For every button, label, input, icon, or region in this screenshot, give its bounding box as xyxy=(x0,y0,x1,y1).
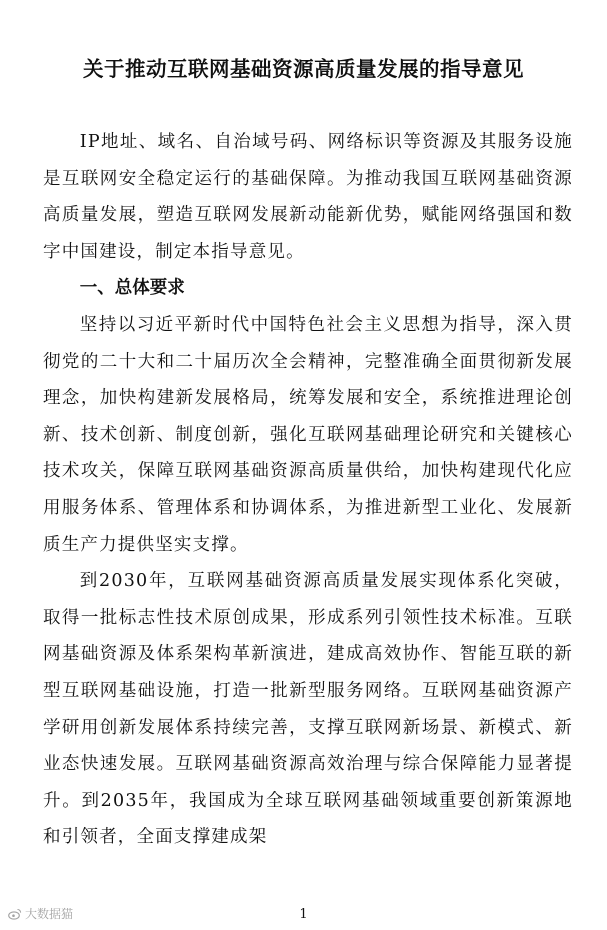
page-number: 1 xyxy=(299,907,308,922)
paragraph-1: 坚持以习近平新时代中国特色社会主义思想为指导，深入贯彻党的二十大和二十届历次全会精神，完整准确全面贯彻新发展理念，加快构建新发展格局，统筹发展和安全，系统推进理论创新、技术创新、制度创新，强化互联网基础理论研究和关键核心技术攻关，保障互联网基础资源高质量供给，加快构建现代化应用服务体系、管理体系和协调体系，为推进新型工业化、发展新质生产力提供坚实支撑。 xyxy=(43,314,573,555)
intro-paragraph: IP地址、域名、自治域号码、网络标识等资源及其服务设施是互联网安全稳定运行的基础保障。为推动我国互联网基础资源高质量发展，塑造互联网发展新动能新优势，赋能网络强国和数字中国建设，制定本指导意见。 xyxy=(43,132,573,262)
document-body xyxy=(43,124,573,856)
section-heading: 一、总体要求 xyxy=(79,278,185,299)
paragraph-2: 到2030年，互联网基础资源高质量发展实现体系化突破，取得一批标志性技术原创成果，形成系列引领性技术标准。互联网基础资源及体系架构革新演进，建成高效协作、智能互联的新型互联网基础设施，打造一批新型服务网络。互联网基础资源产学研用创新发展体系持续完善，支撑互联网新场景、新模式、新业态快速发展。互联网基础资源高效治理与综合保障能力显著提升。到2035年，我国成为全球互联网基础领域重要创新策源地和引领者，全面支撑建成架 xyxy=(43,571,573,848)
document-title: 关于推动互联网基础资源高质量发展的指导意见 xyxy=(83,57,524,81)
watermark-text: 大数据猫 xyxy=(25,907,74,921)
